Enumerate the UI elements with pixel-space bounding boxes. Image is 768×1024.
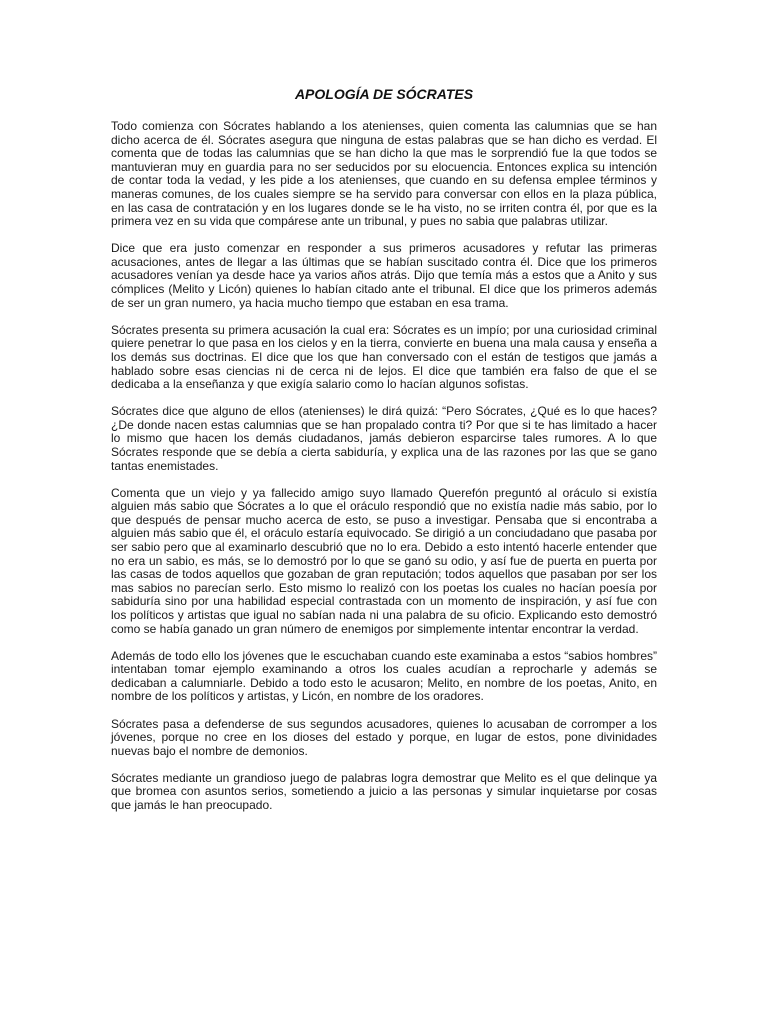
paragraph: Sócrates dice que alguno de ellos (atenienses) le dirá quizá: “Pero Sócrates, ¿Qué es lo que haces? ¿De donde nacen estas calumnias que se han propalado contra ti? Por que si te has limitado a hacer lo mismo que hacen los demás ciudadanos, jamás debieron esparcirse tales rumores. A lo que Sócrates responde que se debía a cierta sabiduría, y explica una de las razones por las que se gano tantas enemistades. — [111, 404, 657, 473]
paragraph: Todo comienza con Sócrates hablando a los atenienses, quien comenta las calumnias que se han dicho acerca de él. Sócrates asegura que ninguna de estas palabras que se han dicho es verdad. El comenta que de todas las calumnias que se han dicho la que mas le sorprendió fue la que todos se mantuvieran muy en guardia para no ser seducidos por su elocuencia. Entonces explica su intención de contar toda la vedad, y les pide a los atenienses, que cuando en su defensa emplee términos y maneras comunes, de los cuales siempre se ha servido para conversar con ellos en la plaza pública, en las casa de contratación y en los lugares donde se le ha visto, no se irriten contra él, por que es la primera vez en su vida que compárese ante un tribunal, y pues no sabia que palabras utilizar. — [111, 119, 657, 229]
paragraph: Dice que era justo comenzar en responder a sus primeros acusadores y refutar las primeras acusaciones, antes de llegar a las últimas que se habían suscitado contra él. Dice que los primeros acusadores venían ya desde hace ya varios años atrás. Dijo que temía más a estos que a Anito y sus cómplices (Melito y Licón) quienes lo habían citado ante el tribunal. El dice que los primeros además de ser un gran numero, ya hacia mucho tiempo que estaban en esa trama. — [111, 241, 657, 310]
paragraph: Además de todo ello los jóvenes que le escuchaban cuando este examinaba a estos “sabios hombres” intentaban tomar ejemplo examinando a otros los cuales acudían a reprocharle y además se dedicaban a calumniarle. Debido a todo esto le acusaron; Melito, en nombre de los poetas, Anito, en nombre de los políticos y artistas, y Licón, en nombre de los oradores. — [111, 648, 657, 704]
paragraph: Comenta que un viejo y ya fallecido amigo suyo llamado Querefón preguntó al oráculo si existía alguien más sabio que Sócrates a lo que el oráculo respondió que no existía nadie más sabio, por lo que después de pensar mucho acerca de esto, se puso a investigar. Pensaba que si encontraba a alguien más sabio que él, el oráculo estaría equivocado. Se dirigió a un conciudadano que pasaba por ser sabio pero que al examinarlo descubrió que no lo era. Debido a esto intentó hacerle entender que no era un sabio, es más, se lo demostró por lo que se ganó su odio, y así fue de puerta en puerta por las casas de todos aquellos que gozaban de gran reputación; todos aquellos que pasaban por ser los mas sabios no parecían serlo. Esto mismo lo realizó con los poetas los cuales no hacían poesía por sabiduría sino por una habilidad especial contrastada con un momento de inspiración, y así fue con los políticos y artistas que igual no sabían nada ni una palabra de su oficio. Explicando esto demostró como se había ganado un gran número de enemigos por simplemente intentar encontrar la verdad. — [111, 485, 657, 636]
document-title: APOLOGÍA DE SÓCRATES — [294, 86, 474, 102]
paragraph: Sócrates pasa a defenderse de sus segundos acusadores, quienes lo acusaban de corromper a los jóvenes, porque no cree en los dioses del estado y porque, en lugar de estos, pone divinidades nuevas bajo el nombre de demonios. — [111, 716, 657, 758]
paragraph: Sócrates presenta su primera acusación la cual era: Sócrates es un impío; por una curiosidad criminal quiere penetrar lo que pasa en los cielos y en la tierra, convierte en buena una mala causa y enseña a los demás sus doctrinas. El dice que los que han conversado con el están de testigos que jamás a hablado sobre esas ciencias ni de cerca ni de lejos. El dice que también era falso de que el se dedicaba a la enseñanza y que exigía salario como lo hacían algunos sofistas. — [111, 322, 657, 392]
paragraph: Sócrates mediante un grandioso juego de palabras logra demostrar que Melito es el que delinque ya que bromea con asuntos serios, sometiendo a juicio a las personas y simular inquietarse por cosas que jamás le han preocupado. — [111, 770, 657, 813]
document-body — [111, 120, 657, 826]
